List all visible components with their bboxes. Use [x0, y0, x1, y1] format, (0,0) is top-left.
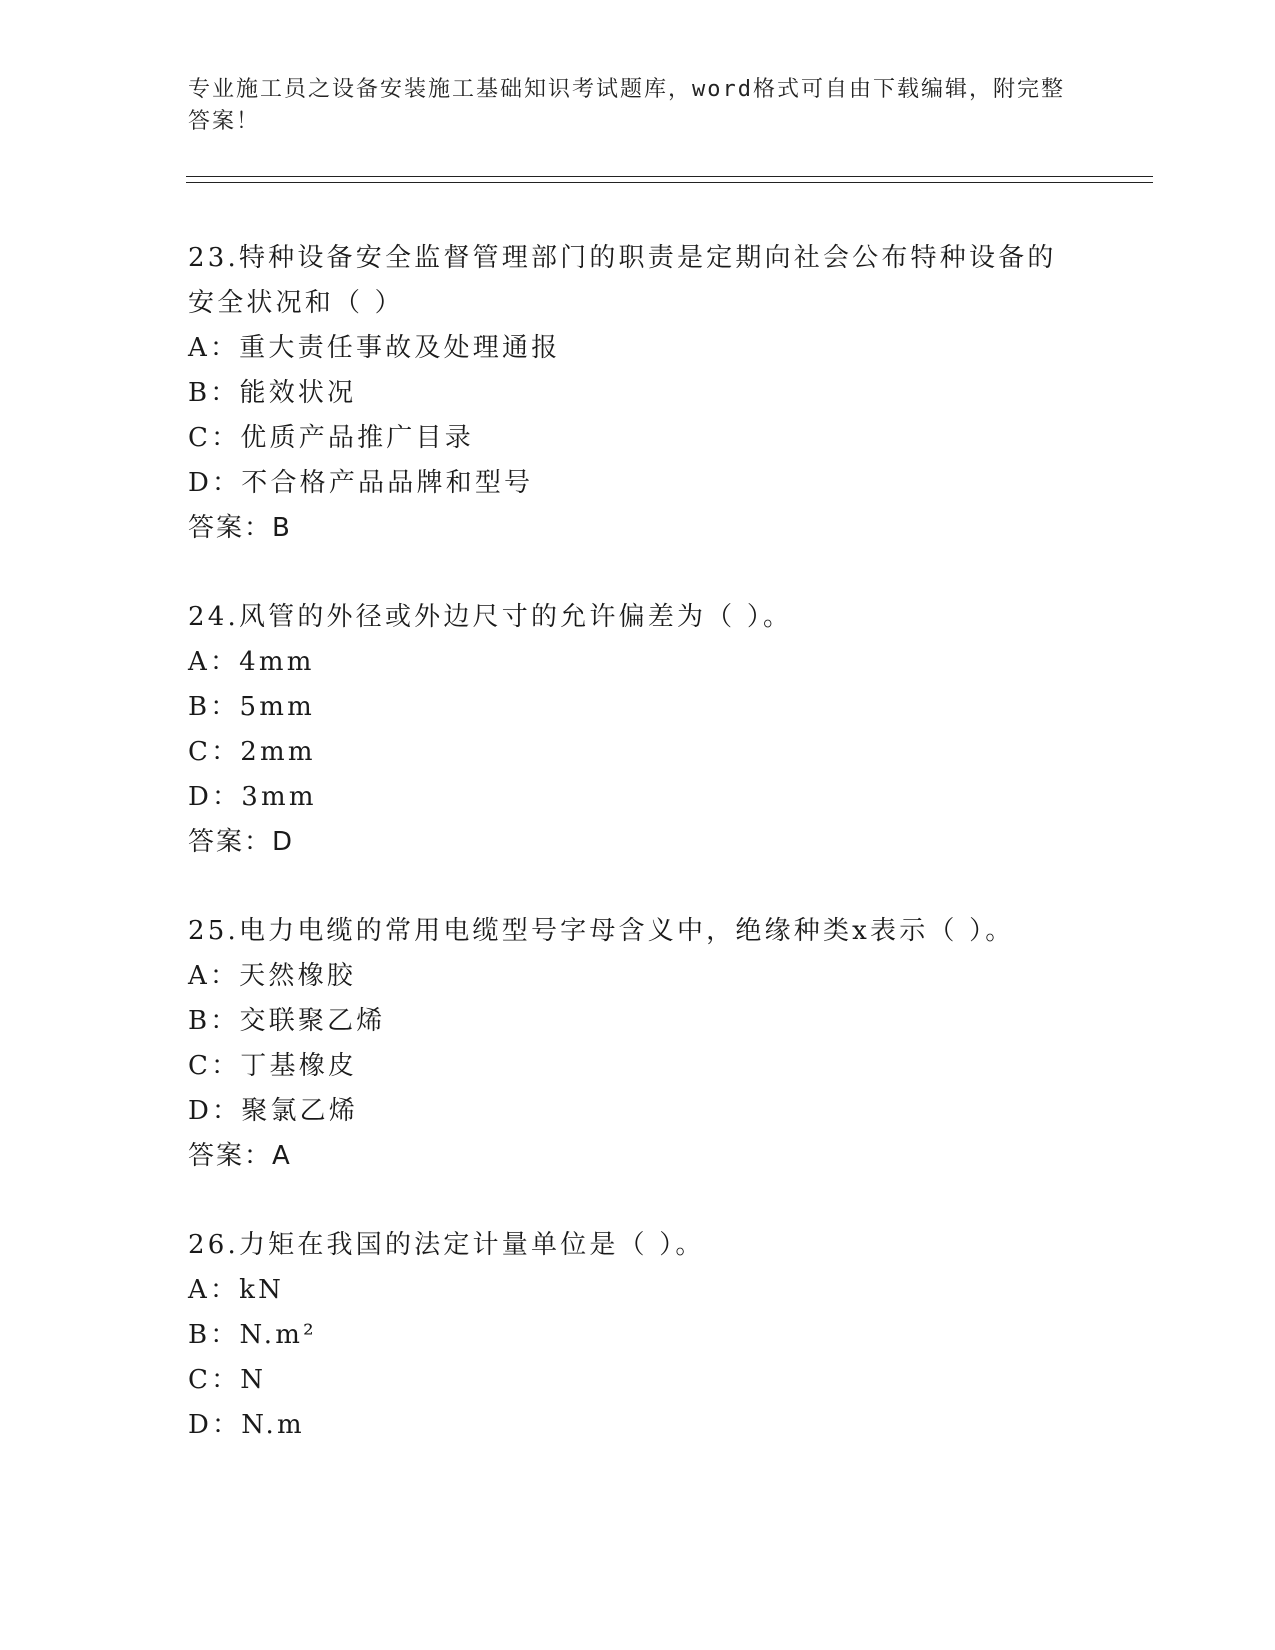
option-d: D：N.m: [188, 1410, 305, 1440]
header-divider-top: [186, 176, 1153, 177]
question-26: [188, 1223, 1078, 1448]
answer-line: 答案：A: [188, 1141, 292, 1171]
option-a: A：重大责任事故及处理通报: [188, 333, 561, 363]
option-b: B：N.m²: [188, 1320, 317, 1350]
option-b: B：能效状况: [188, 378, 357, 408]
answer-line: 答案：B: [188, 513, 292, 543]
question-list: [188, 236, 1078, 1492]
question-stem: 26.力矩在我国的法定计量单位是（ ）。: [188, 1230, 705, 1260]
option-d: D：不合格产品品牌和型号: [188, 468, 534, 498]
option-a: A：4mm: [188, 647, 315, 677]
question-stem: 24.风管的外径或外边尺寸的允许偏差为（ ）。: [188, 602, 793, 632]
question-23: [188, 236, 1078, 551]
question-stem: 25.电力电缆的常用电缆型号字母含义中，绝缘种类x表示（ ）。: [188, 916, 1015, 946]
question-24: [188, 595, 1078, 865]
option-b: B：交联聚乙烯: [188, 1006, 386, 1036]
option-c: C：2mm: [188, 737, 316, 767]
question-25: [188, 909, 1078, 1179]
option-b: B：5mm: [188, 692, 315, 722]
option-c: C：丁基橡皮: [188, 1051, 358, 1081]
question-stem: 23.特种设备安全监督管理部门的职责是定期向社会公布特种设备的安全状况和（ ）: [188, 243, 1057, 318]
option-d: D：3mm: [188, 782, 317, 812]
option-a: A：天然橡胶: [188, 961, 356, 991]
option-c: C：优质产品推广目录: [188, 423, 474, 453]
header-divider-bottom: [186, 182, 1153, 183]
answer-line: 答案：D: [188, 827, 295, 857]
option-d: D：聚氯乙烯: [188, 1096, 359, 1126]
option-a: A：kN: [188, 1275, 285, 1305]
document-header: 专业施工员之设备安装施工基础知识考试题库，word格式可自由下载编辑，附完整答案！: [188, 77, 1065, 134]
option-c: C：N: [188, 1365, 267, 1395]
